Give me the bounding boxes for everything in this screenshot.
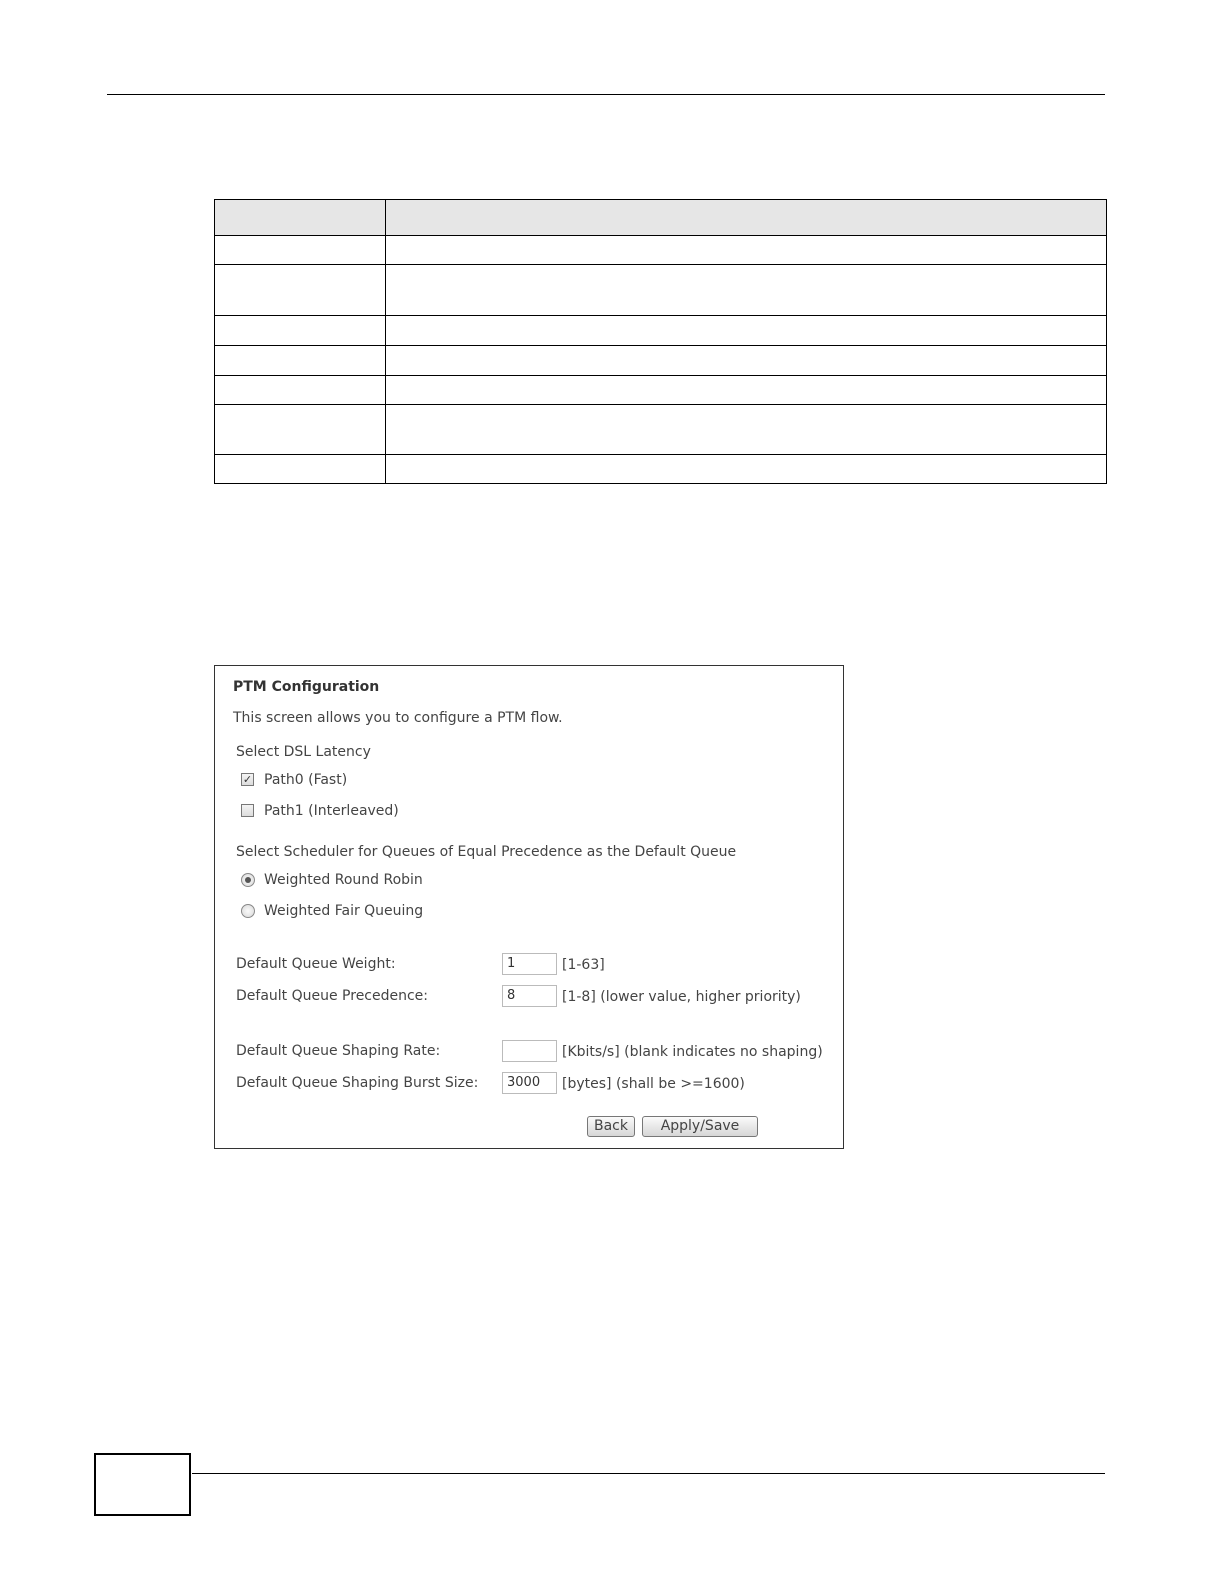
ptm-configuration-panel: [214, 665, 844, 1149]
table-header-row: [215, 200, 1107, 236]
blank-table: [214, 199, 1107, 484]
wfq-radio[interactable]: [241, 904, 255, 918]
burst-size-input[interactable]: 3000: [502, 1072, 557, 1094]
table-row: [215, 236, 1107, 265]
table-row: [215, 376, 1107, 405]
queue-weight-hint: [1-63]: [562, 957, 605, 973]
burst-size-label: Default Queue Shaping Burst Size:: [236, 1075, 479, 1091]
queue-precedence-hint: [1-8] (lower value, higher priority): [562, 989, 801, 1005]
path1-checkbox[interactable]: [241, 804, 254, 817]
checkmark-icon: ✓: [242, 773, 253, 786]
page-description: This screen allows you to configure a PTM flow.: [233, 710, 563, 726]
queue-weight-input[interactable]: 1: [502, 953, 557, 975]
table-row: [215, 455, 1107, 484]
path0-checkbox[interactable]: [241, 773, 254, 786]
table-row: [215, 346, 1107, 376]
table-row: [215, 405, 1107, 455]
shaping-rate-label: Default Queue Shaping Rate:: [236, 1043, 441, 1059]
queue-precedence-label: Default Queue Precedence:: [236, 988, 429, 1004]
radio-selected-dot: [245, 877, 251, 883]
path1-label: Path1 (Interleaved): [264, 803, 399, 819]
queue-weight-label: Default Queue Weight:: [236, 956, 396, 972]
table-row: [215, 265, 1107, 316]
scheduler-label: Select Scheduler for Queues of Equal Precedence as the Default Queue: [236, 844, 737, 860]
table-row: [215, 316, 1107, 346]
apply-save-button[interactable]: Apply/Save: [642, 1116, 758, 1137]
shaping-rate-hint: [Kbits/s] (blank indicates no shaping): [562, 1044, 823, 1060]
shaping-rate-input[interactable]: [502, 1040, 557, 1062]
header-rule: [107, 94, 1105, 95]
path0-label: Path0 (Fast): [264, 772, 348, 788]
back-button[interactable]: Back: [587, 1116, 635, 1137]
dsl-latency-label: Select DSL Latency: [236, 744, 371, 760]
wrr-radio[interactable]: [241, 873, 255, 887]
footer-rule: [192, 1473, 1105, 1474]
wrr-label: Weighted Round Robin: [264, 872, 423, 888]
queue-precedence-input[interactable]: 8: [502, 985, 557, 1007]
burst-size-hint: [bytes] (shall be >=1600): [562, 1076, 745, 1092]
page-title: PTM Configuration: [233, 679, 380, 695]
page-number-box: [94, 1453, 191, 1516]
wfq-label: Weighted Fair Queuing: [264, 903, 424, 919]
